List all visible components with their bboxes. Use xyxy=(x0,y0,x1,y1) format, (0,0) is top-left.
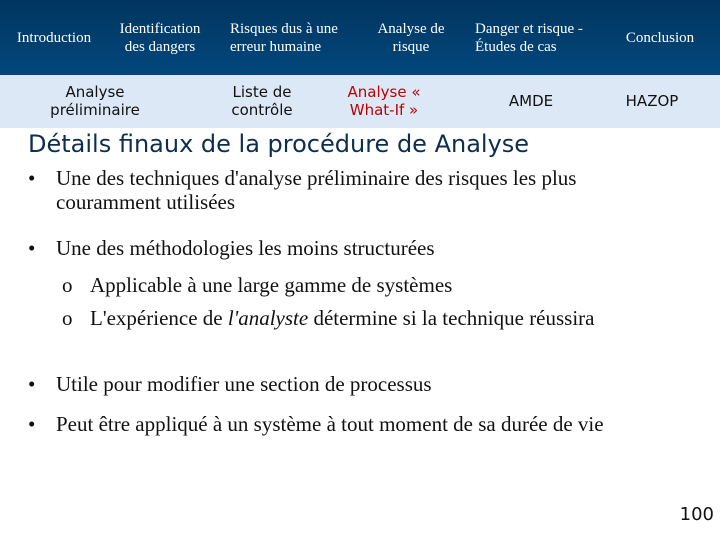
subnav-item-analyse-preliminaire[interactable]: Analyse préliminaire xyxy=(50,83,140,119)
bullet-text: Une des techniques d'analyse préliminaire des risques les plus couramment utilisées xyxy=(56,166,577,214)
bullet-item xyxy=(28,166,678,214)
nav-item-analyse-de-risque[interactable]: Analyse de risque xyxy=(377,21,445,55)
bullet-marker: • xyxy=(28,236,36,260)
bullet-text: Peut être appliqué à un système à tout moment de sa durée de vie xyxy=(56,412,604,436)
subnav-item-what-if[interactable]: Analyse « What-If » xyxy=(347,83,421,119)
page-number: 100 xyxy=(679,504,714,525)
bullet-text: Utile pour modifier une section de processus xyxy=(56,372,432,396)
sub-navigation-bar xyxy=(0,75,720,128)
sub-bullet-text-emphasis: l'analyste xyxy=(227,306,309,330)
sub-bullet-marker: o xyxy=(62,306,73,330)
bullet-item xyxy=(28,412,678,436)
slide-title: Détails finaux de la procédure de Analyse xyxy=(28,130,530,158)
bullet-text: Une des méthodologies les moins structurées xyxy=(56,236,435,260)
nav-item-introduction[interactable]: Introduction xyxy=(16,30,92,46)
sub-bullet-text: Applicable à une large gamme de systèmes xyxy=(90,273,453,297)
sub-bullet-marker: o xyxy=(62,273,73,297)
top-navigation-bar xyxy=(0,0,720,75)
nav-item-risques-erreur-humaine[interactable]: Risques dus à une erreur humaine xyxy=(230,21,338,55)
sub-bullet-text xyxy=(90,306,595,330)
bullet-marker: • xyxy=(28,166,36,190)
sub-bullet-text-start: L'expérience de xyxy=(90,306,228,330)
sub-bullet-item xyxy=(62,273,662,297)
nav-item-conclusion[interactable]: Conclusion xyxy=(625,30,695,46)
sub-bullet-text-end: détermine si la technique réussira xyxy=(308,306,595,330)
subnav-item-liste-de-controle[interactable]: Liste de contrôle xyxy=(231,83,293,119)
subnav-item-amde[interactable]: AMDE xyxy=(508,92,554,110)
sub-bullet-item xyxy=(62,306,662,330)
nav-item-etudes-de-cas[interactable]: Danger et risque - Études de cas xyxy=(475,21,583,55)
subnav-item-hazop[interactable]: HAZOP xyxy=(625,92,679,110)
bullet-item xyxy=(28,372,678,396)
bullet-item xyxy=(28,236,678,260)
nav-item-identification-dangers[interactable]: Identification des dangers xyxy=(119,21,201,55)
bullet-marker: • xyxy=(28,372,36,396)
bullet-marker: • xyxy=(28,412,36,436)
